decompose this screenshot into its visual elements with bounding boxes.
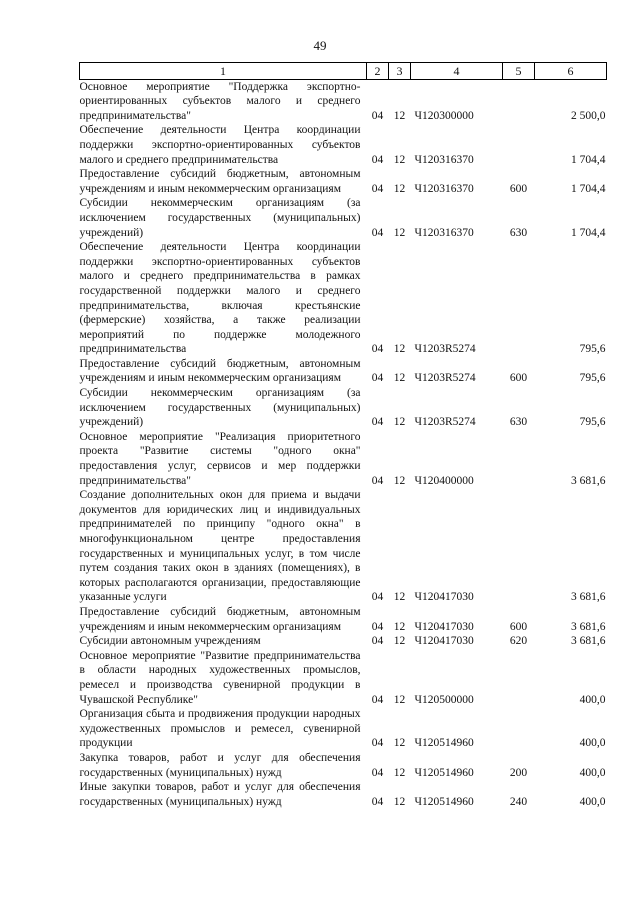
row-subsection: 12 <box>393 620 406 633</box>
row-expense-type <box>503 79 535 123</box>
row-target: Ч120316370 <box>414 226 474 239</box>
row-target: Ч120514960 <box>414 737 474 750</box>
row-amount: 3 681,6 <box>571 620 606 633</box>
table-row <box>80 123 607 167</box>
column-header-section: 2 <box>367 63 389 80</box>
row-name: Предоставление субсидий бюджетным, автономным учреждениям и иным некоммерческим организациям <box>79 168 361 195</box>
row-section: 04 <box>371 343 384 356</box>
table-row <box>80 488 607 605</box>
row-expense-type: 600 <box>509 620 528 633</box>
row-amount: 1 704,4 <box>571 182 606 195</box>
row-section: 04 <box>371 416 384 429</box>
row-subsection: 12 <box>393 226 406 239</box>
row-target: Ч120400000 <box>414 474 474 487</box>
table-header-row <box>80 63 607 80</box>
row-expense-type <box>503 430 535 488</box>
table-row <box>80 649 607 707</box>
table-row <box>80 751 607 780</box>
row-expense-type <box>503 488 535 605</box>
table-row <box>80 79 607 123</box>
row-name: Обеспечение деятельности Центра координации поддержки экспортно-ориентированных субъектов малого и среднего предпринимательства <box>79 124 361 166</box>
row-amount: 3 681,6 <box>571 474 606 487</box>
row-subsection: 12 <box>393 591 406 604</box>
row-name: Иные закупки товаров, работ и услуг для обеспечения государственных (муниципальных) нужд <box>79 781 361 808</box>
row-amount: 3 681,6 <box>571 591 606 604</box>
table-row <box>80 167 607 196</box>
row-amount: 1 704,4 <box>571 226 606 239</box>
row-amount: 795,6 <box>579 416 606 429</box>
row-target: Ч120316370 <box>414 153 474 166</box>
row-target: Ч120417030 <box>414 635 474 648</box>
column-header-name: 1 <box>80 63 367 80</box>
row-section: 04 <box>371 737 384 750</box>
row-amount: 400,0 <box>579 766 606 779</box>
row-expense-type <box>503 707 535 751</box>
row-target: Ч120500000 <box>414 693 474 706</box>
page-number: 49 <box>313 38 327 53</box>
table-row <box>80 707 607 751</box>
row-target: Ч120300000 <box>414 109 474 122</box>
table-row <box>80 240 607 357</box>
row-target: Ч120417030 <box>414 591 474 604</box>
row-subsection: 12 <box>393 109 406 122</box>
row-target: Ч120417030 <box>414 620 474 633</box>
row-target: Ч1203R5274 <box>414 343 476 356</box>
row-name: Предоставление субсидий бюджетным, автономным учреждениям и иным некоммерческим организациям <box>79 605 361 633</box>
row-amount: 795,6 <box>579 343 606 356</box>
table-row <box>80 357 607 386</box>
row-name: Субсидии автономным учреждениям <box>79 635 261 648</box>
row-name: Организация сбыта и продвижения продукции народных художественных промыслов и ремесел, сувенирной продукции <box>79 708 361 750</box>
row-expense-type: 600 <box>509 182 528 195</box>
row-section: 04 <box>371 474 384 487</box>
row-name: Создание дополнительных окон для приема и выдачи документов для юридических лиц и индивидуальных предпринимателей по принципу "одного окна" в многофункциональном центре предоставления государственных и муниципальных услуг, в том числе путем создания таких окон в зданиях (помещениях), в которых располагаются организации, предоставляющие указанные услуги <box>79 489 361 604</box>
row-subsection: 12 <box>393 182 406 195</box>
row-subsection: 12 <box>393 416 406 429</box>
row-section: 04 <box>371 693 384 706</box>
table-row <box>80 634 607 649</box>
row-expense-type: 600 <box>509 372 528 385</box>
row-section: 04 <box>371 372 384 385</box>
row-amount: 400,0 <box>579 795 606 808</box>
column-header-target: 4 <box>411 63 503 80</box>
row-name: Субсидии некоммерческим организациям (за исключением государственных (муниципальных) учреждений) <box>79 197 361 239</box>
table-row <box>80 386 607 430</box>
row-subsection: 12 <box>393 693 406 706</box>
row-amount: 400,0 <box>579 737 606 750</box>
row-subsection: 12 <box>393 153 406 166</box>
row-name: Основное мероприятие "Реализация приоритетного проекта "Развитие системы "одного окна" предоставления услуг, сервисов и мер поддержки предпринимательства" <box>79 430 361 487</box>
column-header-amount: 6 <box>535 63 607 80</box>
row-subsection: 12 <box>393 343 406 356</box>
row-name: Обеспечение деятельности Центра координации поддержки экспортно-ориентированных субъектов малого и среднего предпринимательства в рамках государственной поддержки малого и среднего предпринимательства, включая крестьянские (фермерские) хозяйства, а также реализации мероприятий по поддержке молодежного предпринимательства <box>79 241 361 356</box>
row-subsection: 12 <box>393 635 406 648</box>
row-expense-type <box>503 123 535 167</box>
row-target: Ч1203R5274 <box>414 416 476 429</box>
row-target: Ч1203R5274 <box>414 372 476 385</box>
row-expense-type: 200 <box>509 766 528 779</box>
table-row <box>80 430 607 488</box>
row-expense-type: 630 <box>509 416 528 429</box>
row-amount: 2 500,0 <box>571 109 606 122</box>
row-section: 04 <box>371 591 384 604</box>
row-name: Основное мероприятие "Поддержка экспортно-ориентированных субъектов малого и среднего предпринимательства" <box>79 80 361 122</box>
row-expense-type: 630 <box>509 226 528 239</box>
row-section: 04 <box>371 795 384 808</box>
row-expense-type: 620 <box>509 635 528 648</box>
row-name: Закупка товаров, работ и услуг для обеспечения государственных (муниципальных) нужд <box>79 751 361 779</box>
row-section: 04 <box>371 635 384 648</box>
row-name: Субсидии некоммерческим организациям (за исключением государственных (муниципальных) учреждений) <box>79 387 361 429</box>
table-row <box>80 780 607 809</box>
row-name: Предоставление субсидий бюджетным, автономным учреждениям и иным некоммерческим организациям <box>79 357 361 385</box>
row-amount: 3 681,6 <box>571 635 606 648</box>
column-header-expense-type: 5 <box>503 63 535 80</box>
row-target: Ч120316370 <box>414 182 474 195</box>
row-amount: 400,0 <box>579 693 606 706</box>
row-subsection: 12 <box>393 474 406 487</box>
row-amount: 795,6 <box>579 372 606 385</box>
budget-table <box>79 62 607 809</box>
row-expense-type <box>503 240 535 357</box>
row-section: 04 <box>371 226 384 239</box>
row-subsection: 12 <box>393 795 406 808</box>
row-expense-type <box>503 649 535 707</box>
row-subsection: 12 <box>393 766 406 779</box>
table-row <box>80 605 607 634</box>
row-subsection: 12 <box>393 737 406 750</box>
column-header-subsection: 3 <box>389 63 411 80</box>
row-name: Основное мероприятие "Развитие предпринимательства в области народных художественных промыслов, ремесел и производства сувенирной продукции в Чувашской Республике" <box>79 649 361 706</box>
row-target: Ч120514960 <box>414 795 474 808</box>
row-amount: 1 704,4 <box>571 153 606 166</box>
row-section: 04 <box>371 182 384 195</box>
row-section: 04 <box>371 109 384 122</box>
row-section: 04 <box>371 620 384 633</box>
row-section: 04 <box>371 766 384 779</box>
row-section: 04 <box>371 153 384 166</box>
row-expense-type: 240 <box>509 795 528 808</box>
row-subsection: 12 <box>393 372 406 385</box>
table-row <box>80 196 607 240</box>
row-target: Ч120514960 <box>414 766 474 779</box>
